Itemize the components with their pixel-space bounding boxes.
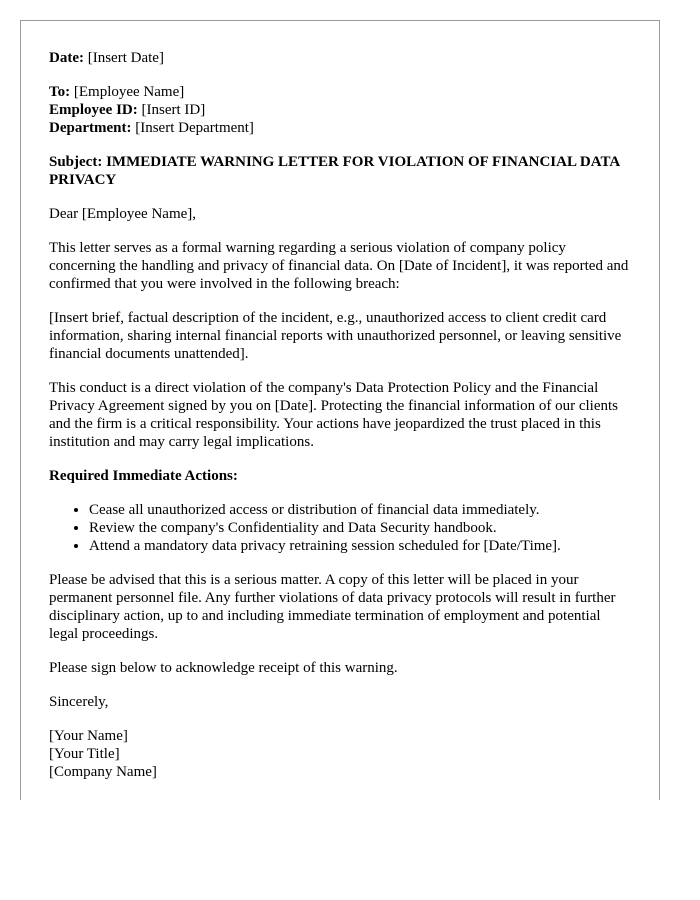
conduct-paragraph: This conduct is a direct violation of the company's Data Protection Policy and the Financial Privacy Agreement signed by you on [Date]. Protecting the financial information of our clients and the firm is a critical responsibility. Your actions have jeopardized the trust placed in this institution and may carry legal implications. bbox=[49, 380, 619, 450]
sender-title: [Your Title] bbox=[49, 746, 120, 762]
action-item: • Cease all unauthorized access or distribution of financial data immediately. bbox=[89, 501, 631, 519]
to-value: [Employee Name] bbox=[73, 84, 185, 100]
action-item: • Attend a mandatory data privacy retraining session scheduled for [Date/Time]. bbox=[89, 537, 631, 555]
signature-block bbox=[49, 727, 631, 781]
to-line bbox=[49, 83, 631, 101]
salutation: Dear [Employee Name], bbox=[49, 206, 197, 222]
incident-paragraph: [Insert brief, factual description of the incident, e.g., unauthorized access to client credit card information, sharing internal financial reports with unauthorized personnel, or leaving sensitive financial documents unattended]. bbox=[49, 310, 622, 362]
sender-company: [Company Name] bbox=[49, 764, 157, 780]
actions-heading bbox=[49, 467, 631, 485]
recipient-block bbox=[49, 83, 631, 137]
department-value: [Insert Department] bbox=[135, 120, 254, 136]
sender-name: [Your Name] bbox=[49, 728, 128, 744]
employee-id-line bbox=[49, 101, 631, 119]
intro-paragraph: This letter serves as a formal warning regarding a serious violation of company policy concerning the handling and privacy of financial data. On [Date of Incident], it was reported and confirmed that you were involved in the following breach: bbox=[49, 240, 629, 292]
subject-label: Subject: bbox=[49, 154, 103, 170]
to-label: To: bbox=[49, 84, 71, 100]
subject-line bbox=[49, 153, 631, 189]
date-value: [Insert Date] bbox=[87, 50, 164, 66]
employee-id-value: [Insert ID] bbox=[141, 102, 206, 118]
department-line bbox=[49, 119, 631, 137]
subject-value: IMMEDIATE WARNING LETTER FOR VIOLATION OF FINANCIAL DATA PRIVACY bbox=[49, 154, 620, 188]
acknowledge-paragraph: Please sign below to acknowledge receipt of this warning. bbox=[49, 660, 398, 676]
actions-heading-text: Required Immediate Actions: bbox=[49, 468, 238, 484]
actions-list bbox=[49, 501, 631, 555]
signoff: Sincerely, bbox=[49, 694, 109, 710]
employee-id-label: Employee ID: bbox=[49, 102, 138, 118]
action-item: • Review the company's Confidentiality and Data Security handbook. bbox=[89, 519, 631, 537]
date-line bbox=[49, 49, 631, 67]
advisory-paragraph: Please be advised that this is a serious matter. A copy of this letter will be placed in your permanent personnel file. Any further violations of data privacy protocols will result in further disciplinary action, up to and including immediate termination of employment and potential legal proceedings. bbox=[49, 572, 616, 642]
department-label: Department: bbox=[49, 120, 132, 136]
letter-document bbox=[20, 20, 660, 800]
date-label: Date: bbox=[49, 50, 84, 66]
